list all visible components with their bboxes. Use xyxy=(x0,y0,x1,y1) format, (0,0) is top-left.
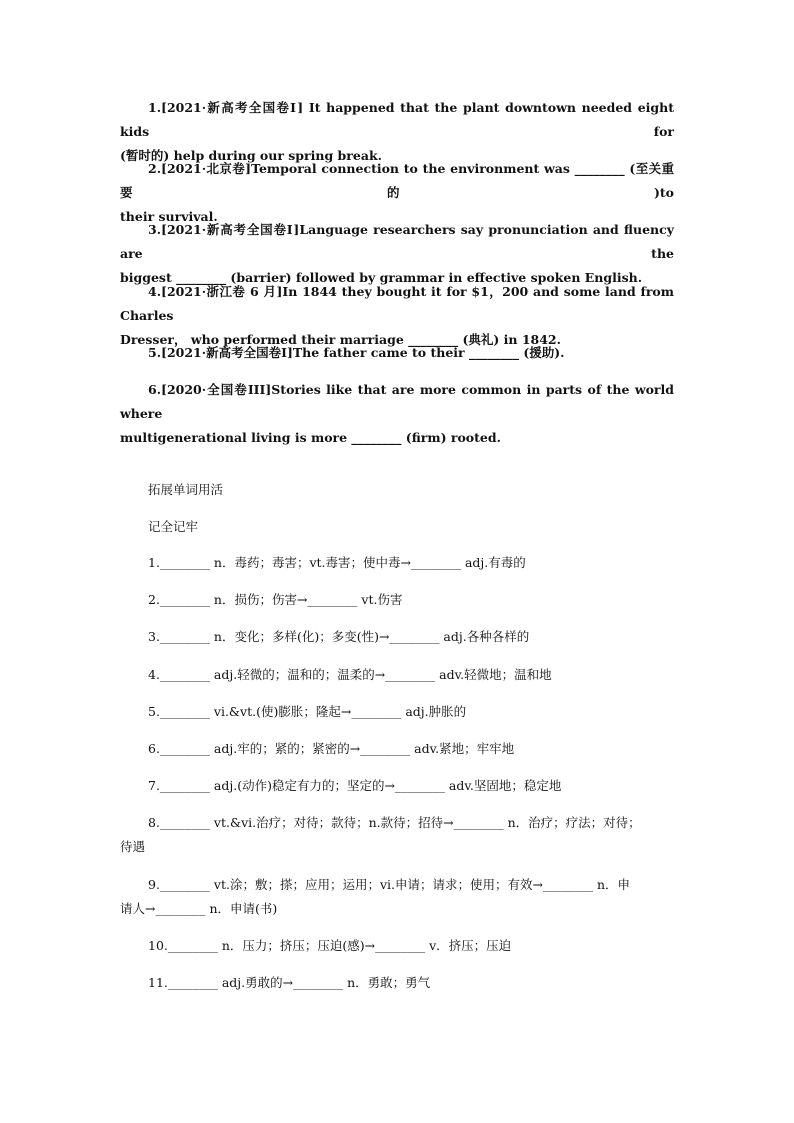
exercise-line: biggest ________ (barrier) followed by grammar in effective spoken English. xyxy=(120,270,643,285)
vocab-item-8: 8.________ vt.&vi.治疗；对待；款待；n.款待；招待→________ n．治疗；疗法；对待； xyxy=(148,815,641,830)
vocab-item-9-cont: 请人→________ n．申请(书) xyxy=(120,901,278,916)
section-title: 拓展单词用活 xyxy=(148,482,224,497)
exercise-item-5 xyxy=(120,341,674,365)
exercise-line: 5.[2021·新高考全国卷Ⅰ]The father came to their ________ (援助). xyxy=(148,345,565,360)
exercise-line: (暂时的) help during our spring break. xyxy=(120,148,382,163)
vocab-item-8-cont: 待遇 xyxy=(120,839,146,854)
vocab-item-3: 3.________ n．变化；多样(化)；多变(性)→________ adj.各种各样的 xyxy=(148,629,530,644)
exercise-line: 1.[2021·新高考全国卷Ⅰ] It happened that the plant downtown needed eight kids for xyxy=(120,100,674,139)
vocab-item-11: 11.________ adj.勇敢的→________ n．勇敢；勇气 xyxy=(148,975,431,990)
exercise-line: 2.[2021·北京卷]Temporal connection to the environment was ________ (至关重要的)to xyxy=(120,161,674,200)
vocab-item-4: 4.________ adj.轻微的；温和的；温柔的→________ adv.轻微地；温和地 xyxy=(148,667,552,682)
exercise-line: their survival. xyxy=(120,209,218,224)
exercise-line: multigenerational living is more ________ (firm) rooted. xyxy=(120,430,501,445)
section-subtitle: 记全记牢 xyxy=(148,519,199,534)
exercise-item-6 xyxy=(120,378,674,450)
vocab-item-10: 10.________ n．压力；挤压；压迫(感)→________ v．挤压；压迫 xyxy=(148,938,512,953)
exercise-line: 3.[2021·新高考全国卷Ⅰ]Language researchers say pronunciation and fluency are the xyxy=(120,222,674,261)
exercise-line: 6.[2020·全国卷III]Stories like that are more common in parts of the world where xyxy=(120,382,674,421)
vocab-item-5: 5.________ vi.&vt.(使)膨胀；隆起→________ adj.肿胀的 xyxy=(148,704,467,719)
exercise-line: 4.[2021·浙江卷 6 月]In 1844 they bought it for $1，200 and some land from Charles xyxy=(120,284,674,323)
vocab-item-1: 1.________ n．毒药；毒害；vt.毒害；使中毒→________ adj.有毒的 xyxy=(148,555,526,570)
exercise-line: Dresser， who performed their marriage ________ (典礼) in 1842. xyxy=(120,332,561,347)
vocab-item-9: 9.________ vt.涂；敷；搽；应用；运用；vi.申请；请求；使用；有效→________ n．申 xyxy=(148,877,630,892)
vocab-item-7: 7.________ adj.(动作)稳定有力的；坚定的→________ adv.坚固地；稳定地 xyxy=(148,778,562,793)
vocab-item-6: 6.________ adj.牢的；紧的；紧密的→________ adv.紧地；牢牢地 xyxy=(148,741,515,756)
vocab-item-2: 2.________ n．损伤；伤害→________ vt.伤害 xyxy=(148,592,403,607)
